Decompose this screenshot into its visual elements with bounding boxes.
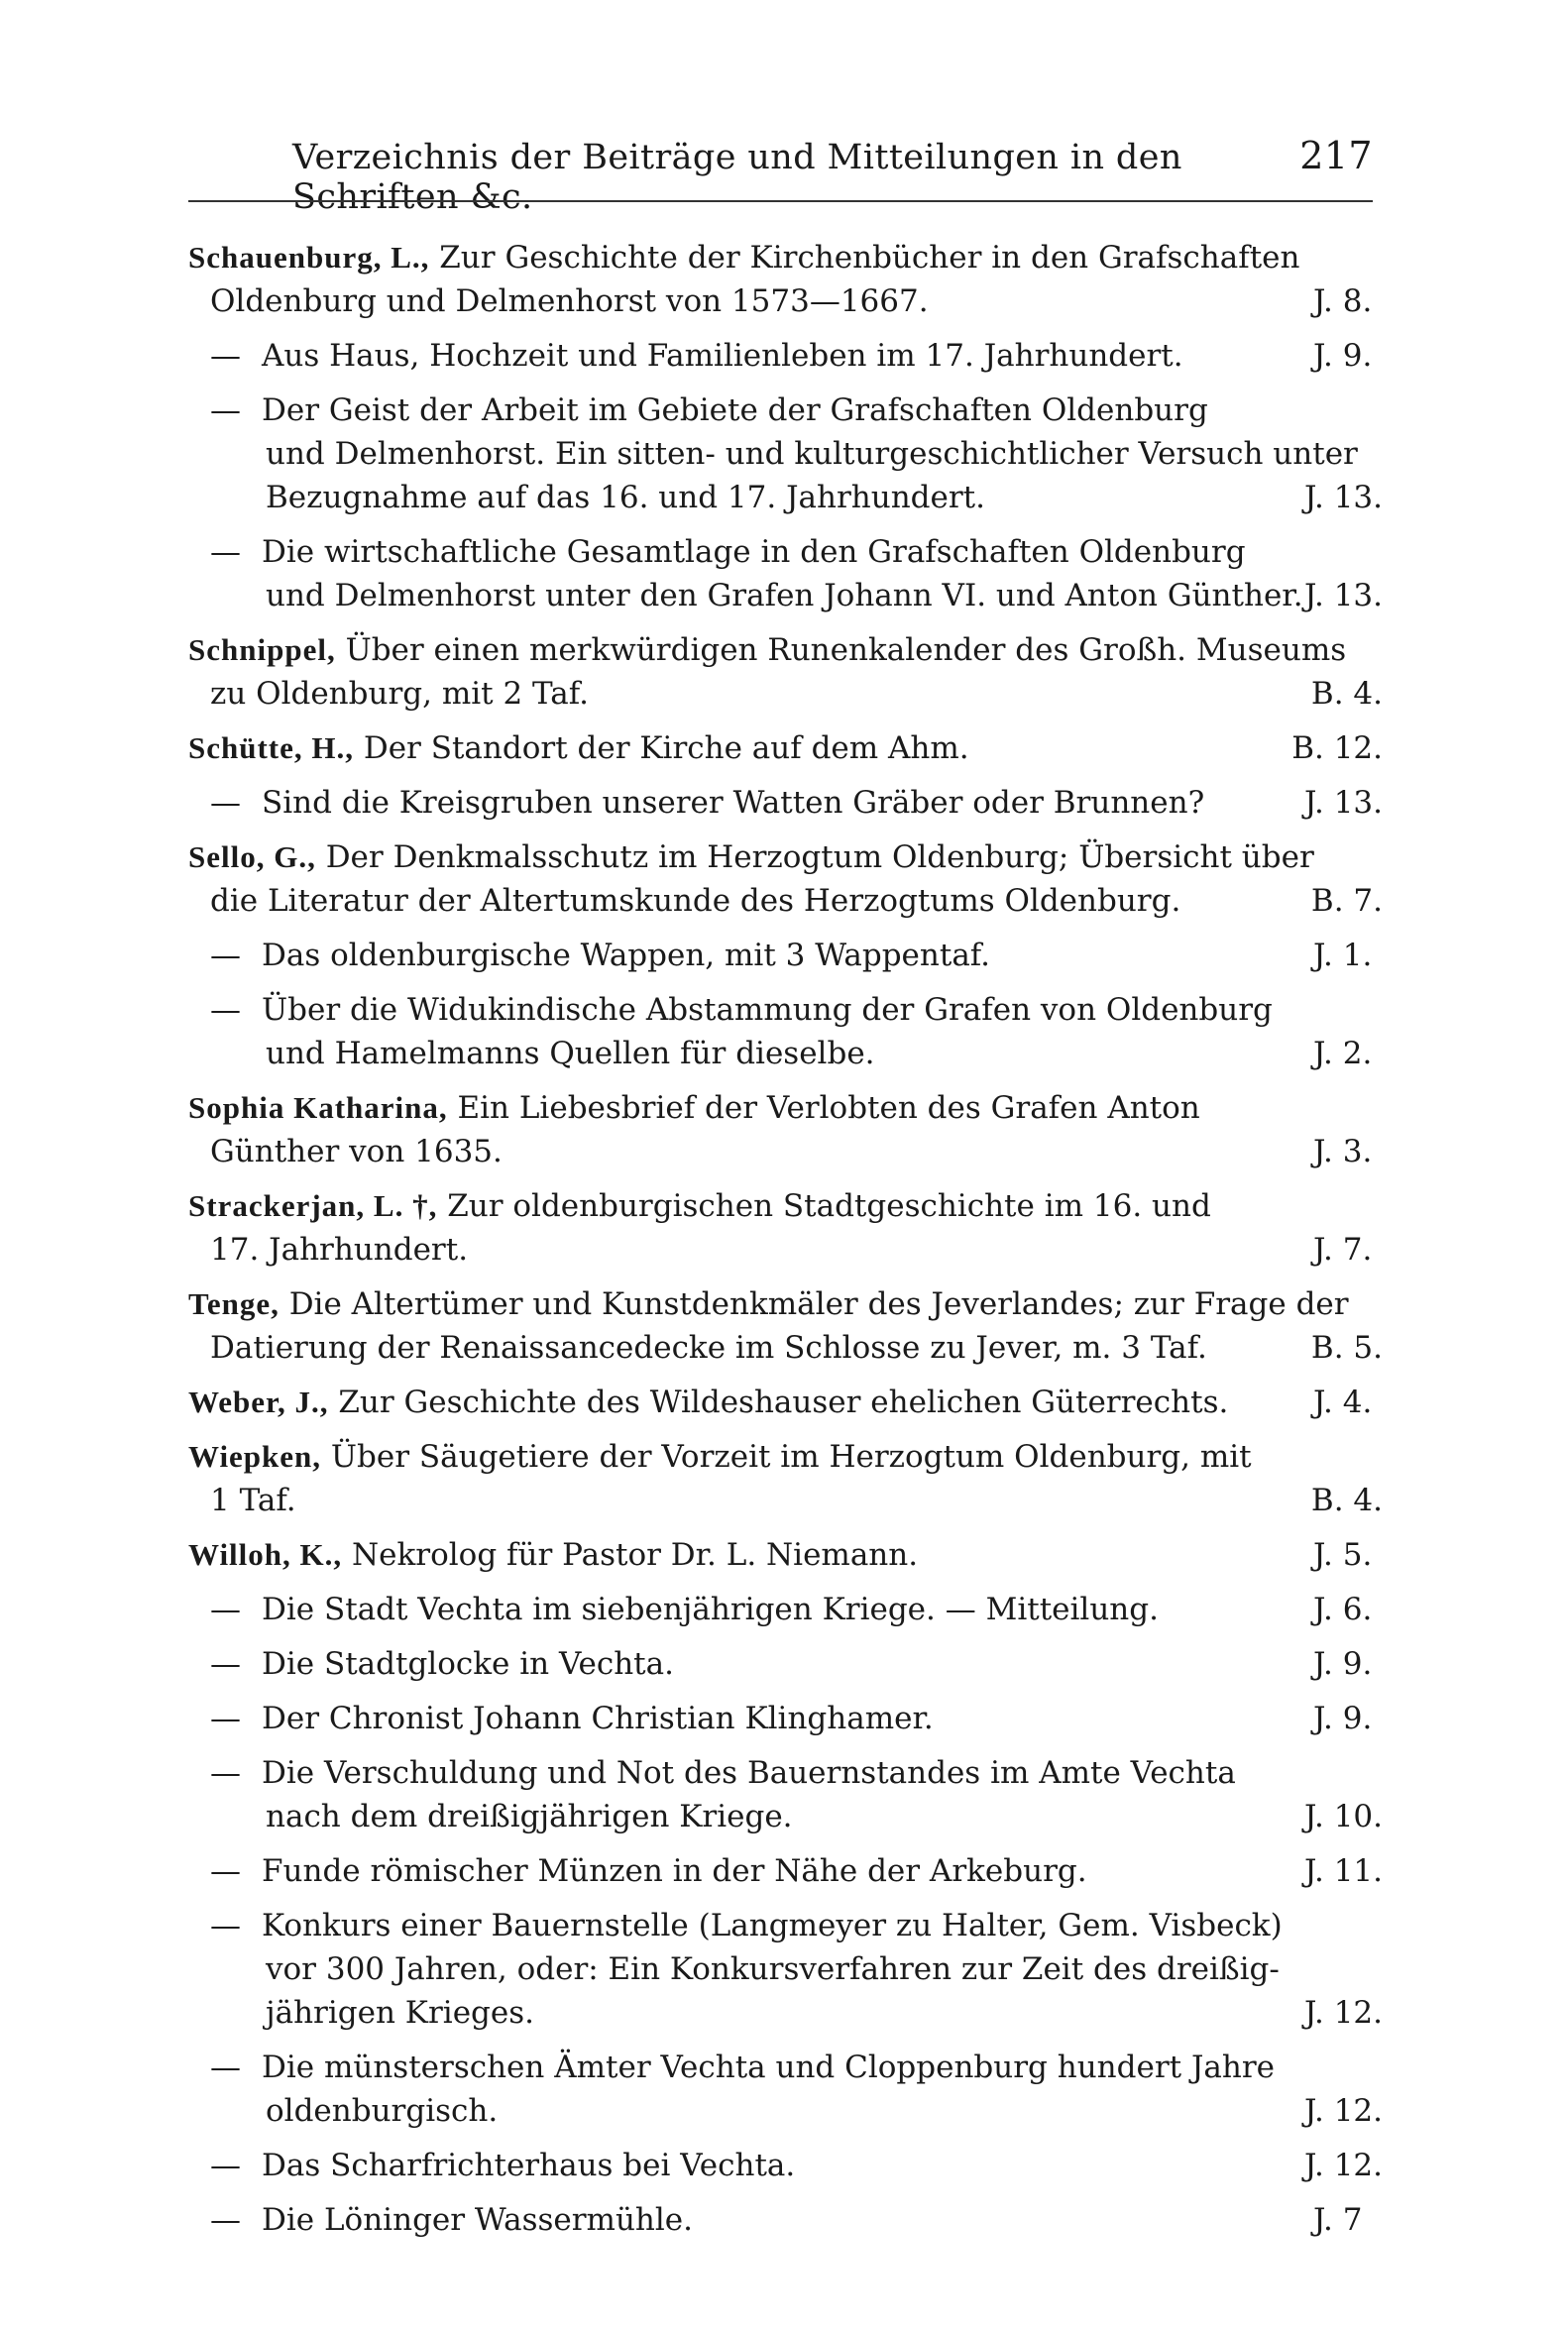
- entry-author: Strackerjan, L. †,: [188, 1188, 438, 1223]
- entry-title-line: nach dem dreißigjährigen Kriege.: [266, 1799, 793, 1834]
- index-entry: [188, 835, 1383, 923]
- entry-dash: —: [210, 392, 241, 428]
- entry-reference: J. 1.: [1313, 938, 1373, 973]
- entry-line: [188, 432, 1383, 476]
- entry-title-line: Die Löninger Wassermühle.: [262, 2202, 693, 2238]
- entry-reference: J. 5.: [1313, 1537, 1373, 1573]
- entry-title-line: und Hamelmanns Quellen für dieselbe.: [266, 1036, 875, 1071]
- entry-dash: —: [210, 785, 241, 821]
- entry-reference: J. 7: [1313, 2202, 1363, 2238]
- index-entry: [188, 726, 1383, 770]
- entry-reference: J. 12.: [1303, 1995, 1383, 2031]
- entry-title-line: Über die Widukindische Abstammung der Grafen von Oldenburg: [262, 992, 1273, 1028]
- entry-dash: —: [210, 534, 241, 570]
- entry-title-line: Der Standort der Kirche auf dem Ahm.: [363, 730, 969, 766]
- entry-line: [188, 1435, 1383, 1479]
- entry-dash: —: [210, 2202, 241, 2238]
- index-list: [188, 236, 1383, 2253]
- index-entry: [188, 1751, 1383, 1838]
- entry-title-line: Aus Haus, Hochzeit und Familienleben im 17. Jahrhundert.: [262, 338, 1183, 374]
- entry-title-line: zu Oldenburg, mit 2 Taf.: [210, 676, 589, 712]
- index-entry: [188, 236, 1383, 323]
- entry-line: [188, 1184, 1383, 1228]
- entry-line: [188, 1904, 1383, 1947]
- entry-title-line: Nekrolog für Pastor Dr. L. Niemann.: [352, 1537, 919, 1573]
- entry-title-line: Zur oldenburgischen Stadtgeschichte im 16. und: [447, 1188, 1211, 1224]
- entry-title-line: Zur Geschichte der Kirchenbücher in den Grafschaften: [439, 240, 1300, 276]
- entry-dash: —: [210, 1592, 241, 1627]
- entry-line: [188, 726, 1383, 770]
- entry-dash: —: [210, 1755, 241, 1791]
- index-entry: [188, 988, 1383, 1075]
- entry-title-line: und Delmenhorst. Ein sitten- und kulturgeschichtlicher Versuch unter: [266, 436, 1358, 472]
- entry-line: [188, 1751, 1383, 1795]
- entry-reference: B. 7.: [1310, 883, 1383, 919]
- entry-dash: —: [210, 938, 241, 973]
- entry-title-line: Datierung der Renaissancedecke im Schlosse zu Jever, m. 3 Taf.: [210, 1330, 1207, 1366]
- entry-author: Weber, J.,: [188, 1385, 329, 1419]
- entry-title-line: die Literatur der Altertumskunde des Herzogtums Oldenburg.: [210, 883, 1181, 919]
- entry-title-line: Zur Geschichte des Wildeshauser ehelichen Güterrechts.: [338, 1385, 1229, 1420]
- entry-line: [188, 1228, 1383, 1272]
- entry-author: Sophia Katharina,: [188, 1090, 448, 1125]
- entry-title-line: Das oldenburgische Wappen, mit 3 Wappentaf.: [262, 938, 991, 973]
- entry-author: Schauenburg, L.,: [188, 240, 430, 275]
- entry-title-line: Günther von 1635.: [210, 1134, 503, 1169]
- entry-reference: B. 4.: [1310, 676, 1383, 712]
- entry-reference: J. 9.: [1313, 338, 1373, 374]
- entry-line: [188, 835, 1383, 879]
- entry-title-line: Das Scharfrichterhaus bei Vechta.: [262, 2148, 796, 2183]
- index-entry: [188, 781, 1383, 825]
- entry-title-line: Oldenburg und Delmenhorst von 1573—1667.: [210, 283, 929, 319]
- entry-reference: J. 8.: [1313, 283, 1373, 319]
- entry-line: [188, 1947, 1383, 1991]
- entry-line: [188, 279, 1383, 323]
- entry-reference: J. 2.: [1313, 1036, 1373, 1071]
- index-entry: [188, 1086, 1383, 1173]
- entry-dash: —: [210, 1908, 241, 1943]
- index-entry: [188, 628, 1383, 716]
- index-entry: [188, 934, 1383, 977]
- entry-author: Wiepken,: [188, 1439, 322, 1474]
- index-entry: [188, 1697, 1383, 1740]
- entry-title-line: Der Denkmalsschutz im Herzogtum Oldenburg; Übersicht über: [325, 839, 1314, 875]
- entry-title-line: oldenburgisch.: [266, 2093, 499, 2129]
- index-entry: [188, 2144, 1383, 2187]
- entry-dash: —: [210, 992, 241, 1028]
- entry-author: Sello, G.,: [188, 839, 316, 874]
- entry-line: [188, 2046, 1383, 2089]
- entry-title-line: Die münsterschen Ämter Vechta und Cloppenburg hundert Jahre: [262, 2050, 1276, 2085]
- index-entry: [188, 388, 1383, 519]
- entry-line: [188, 2144, 1383, 2187]
- entry-reference: B. 4.: [1310, 1483, 1383, 1518]
- entry-author: Schnippel,: [188, 632, 336, 667]
- index-entry: [188, 334, 1383, 378]
- entry-dash: —: [210, 1646, 241, 1682]
- entry-reference: J. 11.: [1303, 1853, 1383, 1889]
- entry-line: [188, 1282, 1383, 1326]
- entry-line: [188, 1697, 1383, 1740]
- entry-line: [188, 988, 1383, 1032]
- entry-title-line: vor 300 Jahren, oder: Ein Konkursverfahren zur Zeit des dreißig-: [266, 1951, 1280, 1987]
- running-header: [292, 134, 1373, 217]
- entry-title-line: Ein Liebesbrief der Verlobten des Grafen Anton: [457, 1090, 1200, 1126]
- entry-dash: —: [210, 1701, 241, 1736]
- entry-title-line: Die wirtschaftliche Gesamtlage in den Grafschaften Oldenburg: [262, 534, 1246, 570]
- entry-line: [188, 1086, 1383, 1130]
- entry-reference: J. 13.: [1303, 578, 1383, 613]
- entry-line: [188, 879, 1383, 923]
- entry-reference: J. 12.: [1303, 2148, 1383, 2183]
- entry-line: [188, 236, 1383, 279]
- entry-reference: B. 5.: [1310, 1330, 1383, 1366]
- index-entry: [188, 1642, 1383, 1686]
- index-entry: [188, 1904, 1383, 2035]
- entry-title-line: Der Geist der Arbeit im Gebiete der Grafschaften Oldenburg: [262, 392, 1208, 428]
- entry-line: [188, 574, 1383, 617]
- entry-line: [188, 672, 1383, 716]
- entry-reference: J. 10.: [1303, 1799, 1383, 1834]
- entry-title-line: Der Chronist Johann Christian Klinghamer.: [262, 1701, 934, 1736]
- index-entry: [188, 1849, 1383, 1893]
- entry-dash: —: [210, 1853, 241, 1889]
- entry-reference: B. 12.: [1291, 730, 1383, 766]
- entry-line: [188, 934, 1383, 977]
- entry-title-line: 17. Jahrhundert.: [210, 1232, 469, 1268]
- entry-title-line: Über einen merkwürdigen Runenkalender des Großh. Museums: [345, 632, 1347, 668]
- header-title: Verzeichnis der Beiträge und Mitteilungen in den Schriften &c.: [292, 138, 1182, 217]
- entry-reference: J. 3.: [1313, 1134, 1373, 1169]
- entry-reference: J. 9.: [1313, 1701, 1373, 1736]
- entry-reference: J. 4.: [1313, 1385, 1373, 1420]
- entry-line: [188, 781, 1383, 825]
- entry-line: [188, 1130, 1383, 1173]
- index-entry: [188, 1282, 1383, 1370]
- index-entry: [188, 530, 1383, 617]
- entry-title-line: Die Verschuldung und Not des Bauernstandes im Amte Vechta: [262, 1755, 1236, 1791]
- entry-line: [188, 476, 1383, 519]
- entry-reference: J. 7.: [1313, 1232, 1373, 1268]
- entry-title-line: Konkurs einer Bauernstelle (Langmeyer zu Halter, Gem. Visbeck): [262, 1908, 1283, 1943]
- entry-line: [188, 2198, 1383, 2242]
- entry-reference: J. 9.: [1313, 1646, 1373, 1682]
- entry-reference: J. 13.: [1303, 785, 1383, 821]
- entry-line: [188, 1849, 1383, 1893]
- entry-line: [188, 1795, 1383, 1838]
- entry-line: [188, 1381, 1383, 1424]
- entry-title-line: Sind die Kreisgruben unserer Watten Gräber oder Brunnen?: [262, 785, 1205, 821]
- entry-line: [188, 1032, 1383, 1075]
- entry-dash: —: [210, 2148, 241, 2183]
- entry-line: [188, 1479, 1383, 1522]
- entry-line: [188, 1588, 1383, 1631]
- index-entry: [188, 1184, 1383, 1272]
- entry-dash: —: [210, 2050, 241, 2085]
- entry-title-line: Über Säugetiere der Vorzeit im Herzogtum Oldenburg, mit: [330, 1439, 1252, 1475]
- entry-line: [188, 1533, 1383, 1577]
- entry-line: [188, 530, 1383, 574]
- entry-line: [188, 1642, 1383, 1686]
- entry-line: [188, 388, 1383, 432]
- entry-reference: J. 6.: [1313, 1592, 1373, 1627]
- entry-line: [188, 334, 1383, 378]
- entry-title-line: Bezugnahme auf das 16. und 17. Jahrhundert.: [266, 480, 985, 515]
- entry-title-line: Funde römischer Münzen in der Nähe der Arkeburg.: [262, 1853, 1087, 1889]
- entry-reference: J. 13.: [1303, 480, 1383, 515]
- entry-dash: —: [210, 338, 241, 374]
- index-entry: [188, 1588, 1383, 1631]
- header-rule: [188, 200, 1373, 202]
- entry-line: [188, 2089, 1383, 2133]
- entry-line: [188, 628, 1383, 672]
- index-entry: [188, 1533, 1383, 1577]
- entry-author: Schütte, H.,: [188, 730, 354, 765]
- index-entry: [188, 2046, 1383, 2133]
- entry-reference: J. 12.: [1303, 2093, 1383, 2129]
- entry-title-line: und Delmenhorst unter den Grafen Johann VI. und Anton Günther.: [266, 578, 1303, 613]
- index-entry: [188, 1435, 1383, 1522]
- page-number: 217: [1299, 134, 1373, 177]
- index-entry: [188, 2198, 1383, 2242]
- entry-title-line: jährigen Krieges.: [266, 1995, 534, 2031]
- entry-line: [188, 1991, 1383, 2035]
- entry-title-line: 1 Taf.: [210, 1483, 296, 1518]
- index-entry: [188, 1381, 1383, 1424]
- entry-title-line: Die Stadtglocke in Vechta.: [262, 1646, 674, 1682]
- entry-title-line: Die Altertümer und Kunstdenkmäler des Jeverlandes; zur Frage der: [288, 1286, 1349, 1322]
- entry-author: Willoh, K.,: [188, 1537, 343, 1572]
- entry-author: Tenge,: [188, 1286, 280, 1321]
- entry-title-line: Die Stadt Vechta im siebenjährigen Kriege. — Mitteilung.: [262, 1592, 1159, 1627]
- entry-line: [188, 1326, 1383, 1370]
